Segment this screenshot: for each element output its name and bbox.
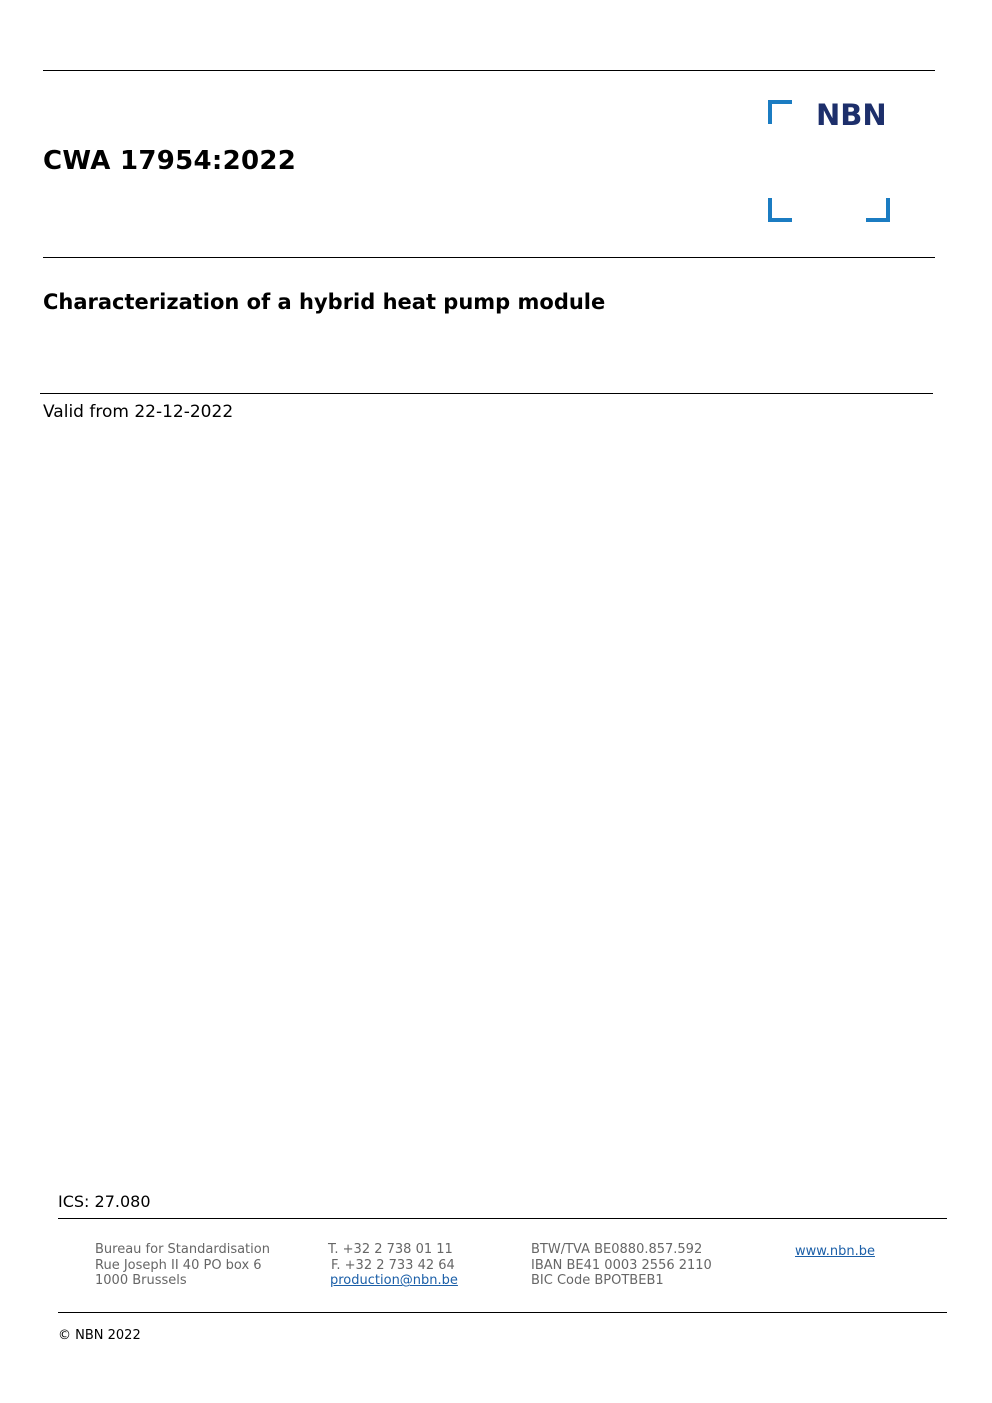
copyright-notice: © NBN 2022 — [58, 1328, 141, 1343]
footer-contact — [328, 1242, 458, 1289]
iban: IBAN BE41 0003 2556 2110 — [531, 1257, 712, 1273]
ics-code: ICS: 27.080 — [58, 1192, 151, 1211]
email-link[interactable]: production@nbn.be — [330, 1273, 458, 1289]
footer-website — [795, 1242, 875, 1260]
valid-from-date: Valid from 22-12-2022 — [43, 402, 234, 422]
bic-code: BIC Code BPOTBEB1 — [531, 1273, 664, 1289]
fax-number: F. +32 2 733 42 64 — [331, 1257, 455, 1273]
website-link[interactable]: www.nbn.be — [795, 1244, 875, 1259]
logo-corner-top-left-icon — [768, 100, 792, 124]
top-divider — [43, 70, 935, 71]
logo-text: NBN — [816, 98, 887, 132]
address-line: 1000 Brussels — [95, 1273, 187, 1289]
document-number: CWA 17954:2022 — [43, 146, 297, 176]
footer-address — [95, 1242, 270, 1289]
title-divider — [40, 393, 933, 394]
logo-corner-bottom-right-icon — [866, 198, 890, 222]
footer-bottom-divider — [58, 1312, 947, 1313]
nbn-logo — [768, 100, 890, 222]
header-divider — [43, 257, 935, 258]
address-line: Bureau for Standardisation — [95, 1242, 270, 1257]
footer-bank-details — [531, 1242, 712, 1289]
document-title: Characterization of a hybrid heat pump module — [43, 290, 606, 314]
vat-number: BTW/TVA BE0880.857.592 — [531, 1242, 703, 1257]
address-line: Rue Joseph II 40 PO box 6 — [95, 1257, 262, 1273]
logo-corner-bottom-left-icon — [768, 198, 792, 222]
phone-number: T. +32 2 738 01 11 — [328, 1242, 453, 1257]
footer-top-divider — [58, 1218, 947, 1219]
